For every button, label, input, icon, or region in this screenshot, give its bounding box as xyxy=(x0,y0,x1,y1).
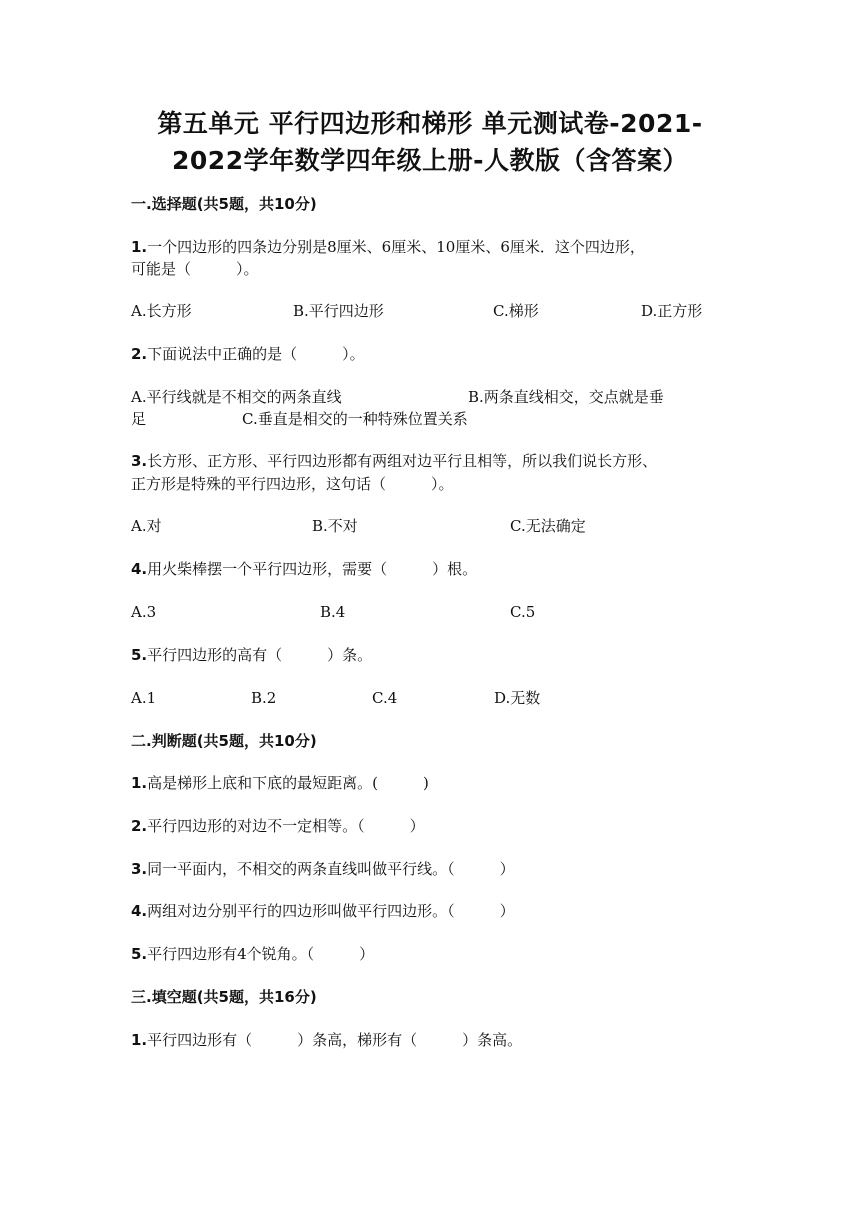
option-a: A.平行线就是不相交的两条直线 xyxy=(131,388,342,406)
option-c: C.无法确定 xyxy=(510,517,586,535)
option-a: A.3 xyxy=(131,603,157,621)
question-text: 平行四边形的对边不一定相等。（ ） xyxy=(147,817,425,835)
question-text: 一个四边形的四条边分别是8厘米、6厘米、10厘米、6厘米．这个四边形， xyxy=(147,238,645,256)
question-2-5 xyxy=(131,944,374,964)
question-text: 平行四边形有4个锐角。（ ） xyxy=(147,945,375,963)
question-text: 长方形、正方形、平行四边形都有两组对边平行且相等，所以我们说长方形、 xyxy=(147,452,658,470)
option-a: A.长方形 xyxy=(131,302,192,320)
question-number: 3. xyxy=(131,452,148,470)
question-text: 同一平面内，不相交的两条直线叫做平行线。（ ） xyxy=(147,860,515,878)
question-2-2 xyxy=(131,816,425,836)
page-title-line1: 第五单元 平行四边形和梯形 单元测试卷-2021- xyxy=(157,109,703,138)
option-b: B.4 xyxy=(320,603,346,621)
question-number: 1. xyxy=(131,238,148,256)
option-b: B.平行四边形 xyxy=(293,302,384,320)
option-d: D.正方形 xyxy=(641,302,703,320)
question-text: 平行四边形的高有（ ）条。 xyxy=(147,646,373,664)
question-text: 两组对边分别平行的四边形叫做平行四边形。（ ） xyxy=(147,902,515,920)
question-1-4 xyxy=(131,559,477,579)
question-text: 用火柴棒摆一个平行四边形，需要（ ）根。 xyxy=(147,560,478,578)
option-b: B.两条直线相交，交点就是垂 xyxy=(468,388,664,406)
question-2-1 xyxy=(131,773,429,793)
question-1-2 xyxy=(131,344,365,364)
question-text: 下面说法中正确的是（ ）。 xyxy=(147,345,365,363)
question-text: 高是梯形上底和下底的最短距离。( ) xyxy=(147,774,429,792)
question-number: 3. xyxy=(131,860,148,878)
option-d: D.无数 xyxy=(494,689,541,707)
question-number: 2. xyxy=(131,817,148,835)
question-number: 4. xyxy=(131,902,148,920)
question-1-3-cont: 正方形是特殊的平行四边形，这句话（ ）。 xyxy=(131,475,454,493)
option-c: C.4 xyxy=(372,689,398,707)
question-1-3 xyxy=(131,451,657,471)
question-1-5 xyxy=(131,645,372,665)
option-a: A.1 xyxy=(131,689,157,707)
page-title-line2: 2022学年数学四年级上册-人教版（含答案） xyxy=(172,146,688,175)
option-b: B.不对 xyxy=(312,517,358,535)
option-c: C.5 xyxy=(510,603,536,621)
option-a: A.对 xyxy=(131,517,162,535)
question-1-1 xyxy=(131,237,645,257)
question-number: 1. xyxy=(131,774,148,792)
question-2-3 xyxy=(131,859,515,879)
question-number: 5. xyxy=(131,646,148,664)
option-b-cont: 足 xyxy=(131,410,147,428)
question-number: 2. xyxy=(131,345,148,363)
question-2-4 xyxy=(131,901,515,921)
section-heading-fill-blank: 三.填空题(共5题，共16分) xyxy=(131,988,317,1006)
question-1-1-cont: 可能是（ ）。 xyxy=(131,260,259,278)
question-number: 1. xyxy=(131,1031,148,1049)
option-c: C.垂直是相交的一种特殊位置关系 xyxy=(242,410,468,428)
question-number: 5. xyxy=(131,945,148,963)
section-heading-judgment: 二.判断题(共5题，共10分) xyxy=(131,732,317,750)
question-3-1 xyxy=(131,1030,522,1050)
section-heading-choice: 一.选择题(共5题，共10分) xyxy=(131,195,317,213)
question-number: 4. xyxy=(131,560,148,578)
option-b: B.2 xyxy=(251,689,277,707)
question-text: 平行四边形有（ ）条高，梯形有（ ）条高。 xyxy=(147,1031,523,1049)
option-c: C.梯形 xyxy=(493,302,539,320)
